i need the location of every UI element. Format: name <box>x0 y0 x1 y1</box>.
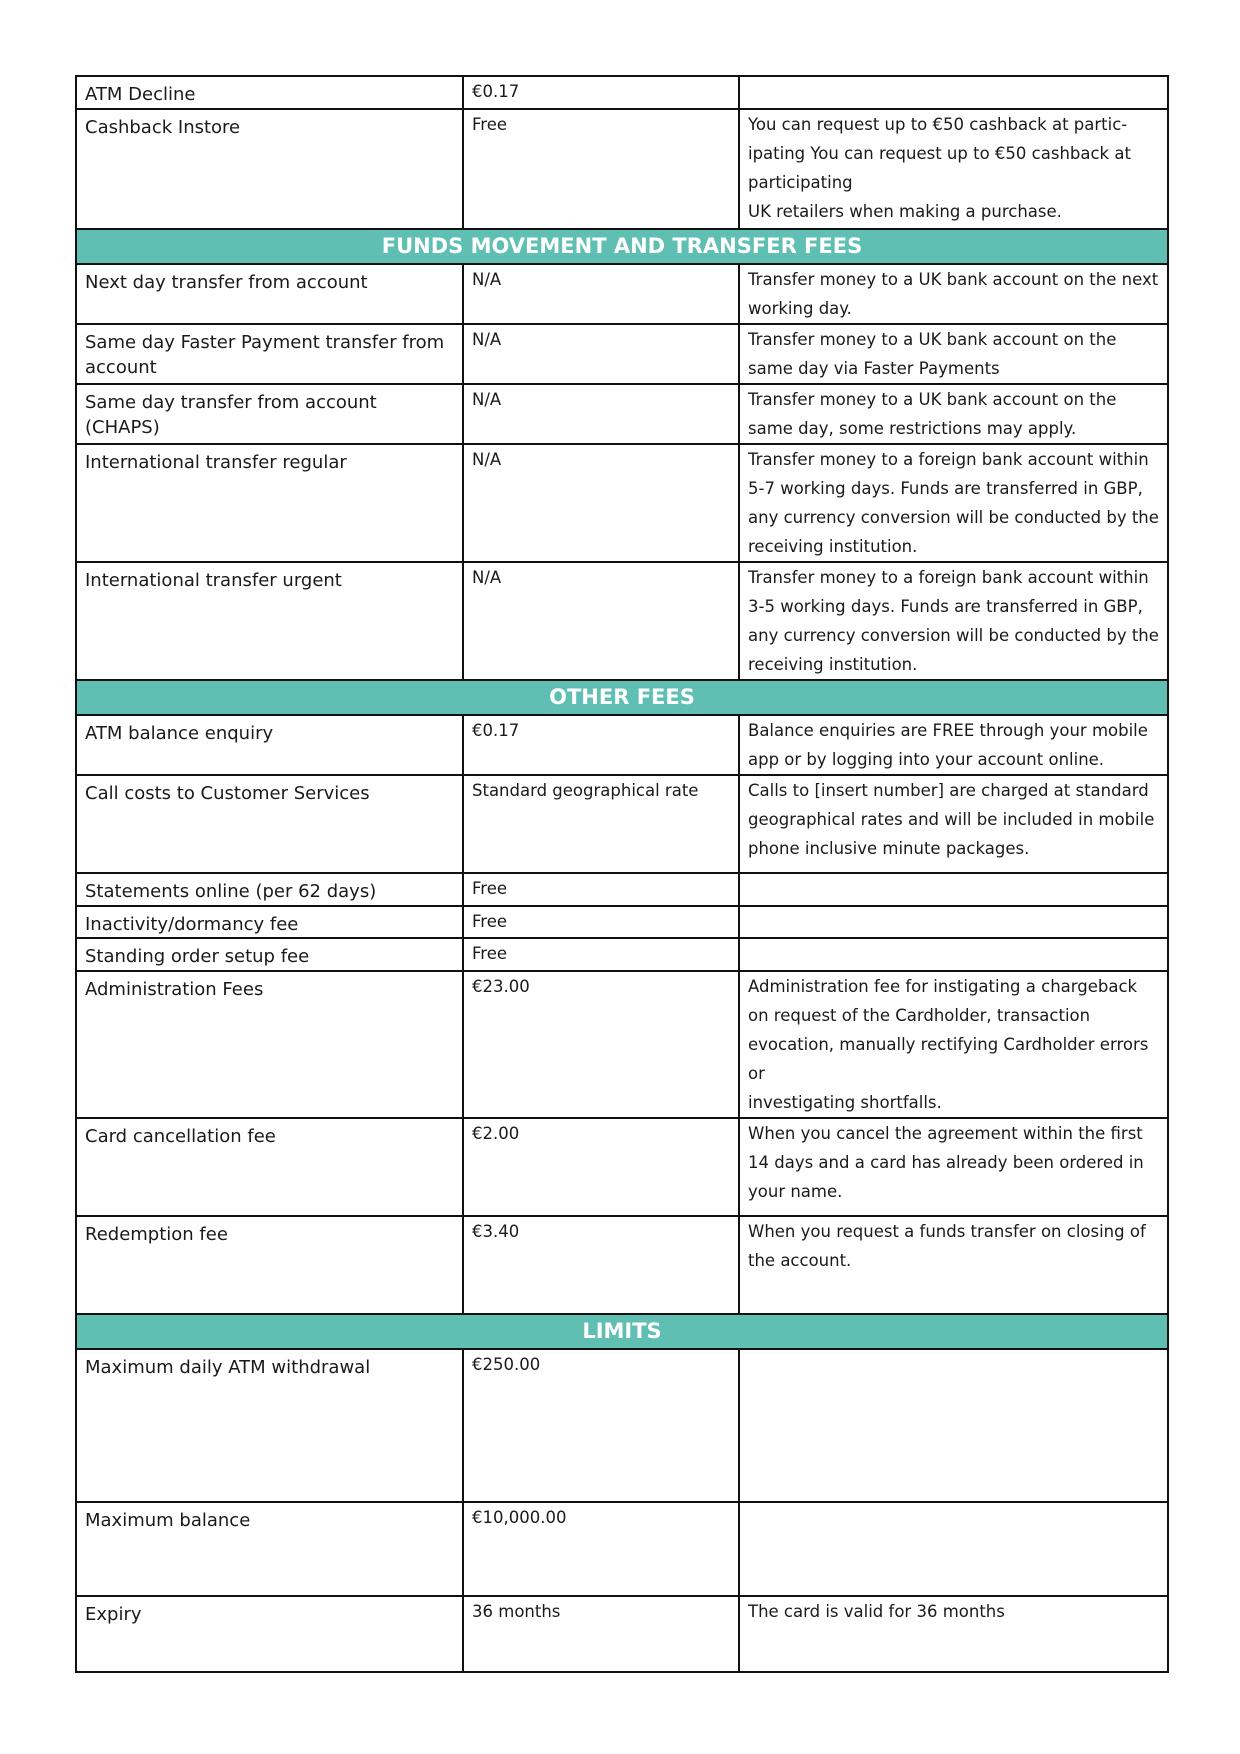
fee-description <box>739 873 1168 906</box>
section-header <box>76 680 1168 715</box>
fee-value: Standard geographical rate <box>463 775 739 873</box>
fee-value: N/A <box>463 264 739 324</box>
fee-name: Cashback Instore <box>76 109 463 229</box>
table-row <box>76 971 1168 1118</box>
fee-value: N/A <box>463 444 739 562</box>
fee-description-text: When you request a funds transfer on closing of the account. <box>748 1222 1146 1270</box>
fee-value: Free <box>463 109 739 229</box>
section-title: OTHER FEES <box>76 680 1168 715</box>
fee-description <box>739 938 1168 971</box>
fee-name: Administration Fees <box>76 971 463 1118</box>
fee-value: Free <box>463 938 739 971</box>
table-row <box>76 775 1168 873</box>
fees-document <box>75 75 1167 1673</box>
table-row <box>76 906 1168 938</box>
table-row <box>76 324 1168 384</box>
fee-description-text: Transfer money to a foreign bank account within 3-5 working days. Funds are transferred in GBP, any currency conversion will be conducted by the receiving institution. <box>748 568 1159 674</box>
section-title: FUNDS MOVEMENT AND TRANSFER FEES <box>76 229 1168 264</box>
table-row <box>76 1502 1168 1596</box>
fee-description <box>739 971 1168 1118</box>
fee-value: Free <box>463 906 739 938</box>
fee-value: 36 months <box>463 1596 739 1672</box>
fee-name: International transfer urgent <box>76 562 463 680</box>
table-row <box>76 1118 1168 1216</box>
fee-name: Next day transfer from account <box>76 264 463 324</box>
fee-description <box>739 384 1168 444</box>
table-row <box>76 76 1168 109</box>
fee-name: ATM balance enquiry <box>76 715 463 775</box>
fee-description <box>739 1596 1168 1672</box>
table-row <box>76 384 1168 444</box>
fee-value: N/A <box>463 384 739 444</box>
fee-value: N/A <box>463 562 739 680</box>
fee-name: Expiry <box>76 1596 463 1672</box>
fee-description <box>739 1502 1168 1596</box>
table-row <box>76 444 1168 562</box>
table-row <box>76 1349 1168 1502</box>
fee-description-text: Balance enquiries are FREE through your mobile app or by logging into your account online. <box>748 721 1148 769</box>
fee-name: Same day Faster Payment transfer from account <box>76 324 463 384</box>
fee-name: International transfer regular <box>76 444 463 562</box>
fee-description-text: Transfer money to a UK bank account on the same day via Faster Payments <box>748 330 1117 378</box>
table-row <box>76 938 1168 971</box>
fees-table-body <box>76 76 1168 1672</box>
fee-description <box>739 264 1168 324</box>
fee-name: Redemption fee <box>76 1216 463 1314</box>
fee-description <box>739 109 1168 229</box>
fee-name: Same day transfer from account (CHAPS) <box>76 384 463 444</box>
fee-value: €10,000.00 <box>463 1502 739 1596</box>
fee-description-text: Administration fee for instigating a chargeback on request of the Cardholder, transaction evocation, manually rectifying Cardholder errors or investigating shortfalls. <box>748 977 1149 1112</box>
section-header <box>76 229 1168 264</box>
fee-name: Inactivity/dormancy fee <box>76 906 463 938</box>
table-row <box>76 109 1168 229</box>
fee-description-text: Transfer money to a UK bank account on the next working day. <box>748 270 1159 318</box>
table-row <box>76 1596 1168 1672</box>
fee-description <box>739 324 1168 384</box>
fee-value: €2.00 <box>463 1118 739 1216</box>
fee-value: €23.00 <box>463 971 739 1118</box>
fee-description <box>739 906 1168 938</box>
table-row <box>76 562 1168 680</box>
fee-description <box>739 715 1168 775</box>
fee-value: €250.00 <box>463 1349 739 1502</box>
fee-description <box>739 76 1168 109</box>
fee-value: N/A <box>463 324 739 384</box>
fee-description-text: Calls to [insert number] are charged at standard geographical rates and will be included in mobile phone inclusive minute packages. <box>748 781 1155 858</box>
fee-description-text: Transfer money to a foreign bank account within 5-7 working days. Funds are transferred in GBP, any currency conversion will be conducted by the receiving institution. <box>748 450 1159 556</box>
fee-description <box>739 1118 1168 1216</box>
fee-value: Free <box>463 873 739 906</box>
fee-name: ATM Decline <box>76 76 463 109</box>
fee-name: Call costs to Customer Services <box>76 775 463 873</box>
table-row <box>76 715 1168 775</box>
fee-value: €3.40 <box>463 1216 739 1314</box>
section-title: LIMITS <box>76 1314 1168 1349</box>
fee-description-text: Transfer money to a UK bank account on the same day, some restrictions may apply. <box>748 390 1117 438</box>
fee-name: Standing order setup fee <box>76 938 463 971</box>
fee-description-text: The card is valid for 36 months <box>748 1602 1005 1621</box>
fee-value: €0.17 <box>463 76 739 109</box>
section-header <box>76 1314 1168 1349</box>
fee-description <box>739 1349 1168 1502</box>
fee-description <box>739 444 1168 562</box>
table-row <box>76 873 1168 906</box>
fee-description <box>739 562 1168 680</box>
fee-name: Maximum balance <box>76 1502 463 1596</box>
fee-description <box>739 1216 1168 1314</box>
table-row <box>76 264 1168 324</box>
fee-description <box>739 775 1168 873</box>
fee-value: €0.17 <box>463 715 739 775</box>
fee-description-text: You can request up to €50 cashback at partic- ipating You can request up to €50 cashback at participating UK retailers when making a purchase. <box>748 115 1131 221</box>
fees-table <box>75 75 1169 1673</box>
fee-name: Maximum daily ATM withdrawal <box>76 1349 463 1502</box>
fee-description-text: When you cancel the agreement within the first 14 days and a card has already been ordered in your name. <box>748 1124 1144 1201</box>
table-row <box>76 1216 1168 1314</box>
fee-name: Statements online (per 62 days) <box>76 873 463 906</box>
fee-name: Card cancellation fee <box>76 1118 463 1216</box>
